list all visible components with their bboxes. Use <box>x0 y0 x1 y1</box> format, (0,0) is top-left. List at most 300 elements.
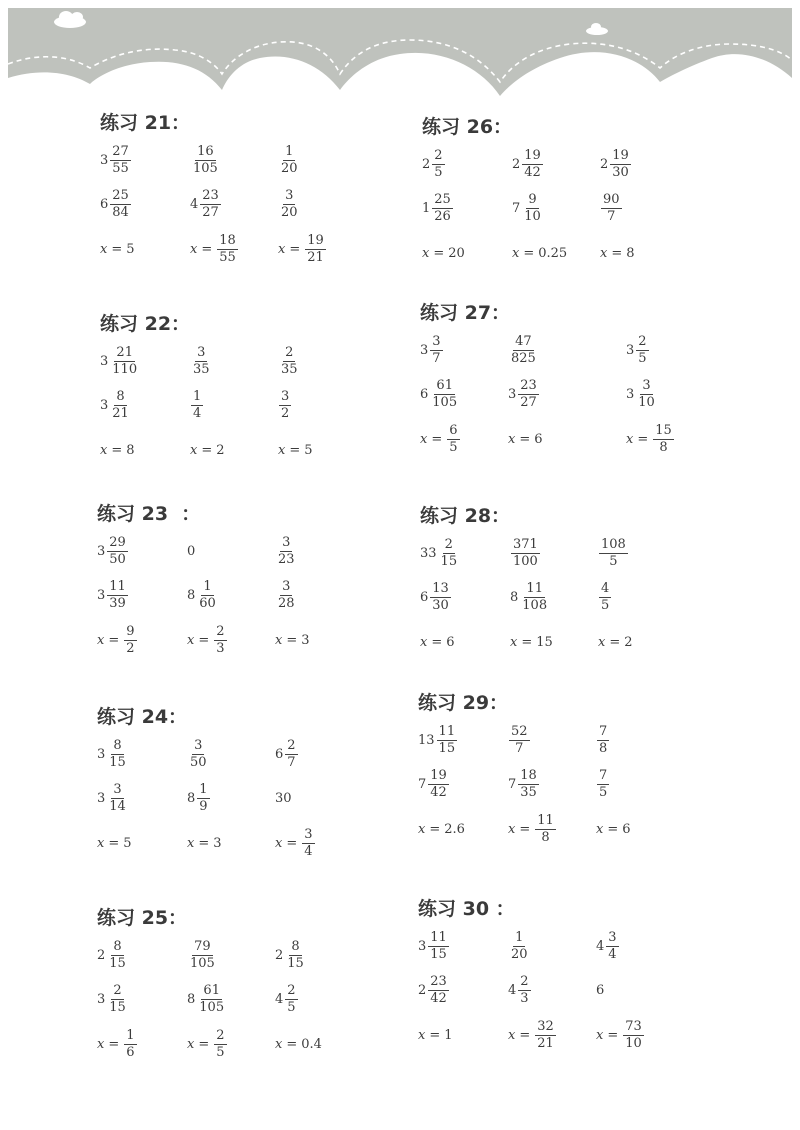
fraction <box>511 538 540 568</box>
denominator: 5 <box>216 1044 225 1060</box>
whole-number: 3 <box>97 587 106 603</box>
answer-cell <box>508 762 539 806</box>
answer-value: 3 <box>301 632 310 648</box>
answer-cell <box>420 416 460 462</box>
denominator: 28 <box>278 595 295 611</box>
solution-row <box>100 226 440 272</box>
numerator: 23 <box>430 973 447 989</box>
equals-sign: = <box>519 1027 531 1043</box>
numerator: 3 <box>281 388 290 404</box>
numerator: 9 <box>126 623 135 639</box>
answer-cell <box>100 138 131 182</box>
fraction <box>110 189 131 219</box>
answer-row <box>422 142 762 186</box>
answer-row <box>97 977 437 1021</box>
equals-sign: = <box>286 835 298 851</box>
fraction <box>437 725 458 755</box>
fraction <box>623 1020 644 1050</box>
exercise-title: 练习 28： <box>420 505 511 527</box>
answer-cell <box>508 806 556 852</box>
variable-x: x <box>100 442 108 458</box>
answer-cell <box>100 226 135 272</box>
answer-cell <box>97 977 128 1021</box>
denominator: 8 <box>599 740 608 756</box>
denominator: 7 <box>287 754 296 770</box>
denominator: 21 <box>537 1035 554 1051</box>
answer-cell <box>626 372 657 416</box>
answer-value: 15 <box>536 634 553 650</box>
fraction <box>518 379 539 409</box>
variable-x: x <box>97 632 105 648</box>
answer-cell <box>422 186 453 230</box>
answer-cell <box>512 142 543 186</box>
equals-sign: = <box>198 1036 210 1052</box>
equals-sign: = <box>609 634 621 650</box>
answer-value: 0.25 <box>538 245 568 261</box>
answer-cell <box>190 182 221 226</box>
numerator: 3 <box>282 534 291 550</box>
answer-row <box>97 529 437 573</box>
variable-x: x <box>420 634 428 650</box>
fraction <box>285 984 297 1014</box>
answer-cell <box>97 933 128 977</box>
answer-value: 5 <box>126 241 135 257</box>
answer-cell <box>418 1012 453 1058</box>
fraction <box>191 390 203 420</box>
variable-x: x <box>598 634 606 650</box>
fraction <box>276 536 297 566</box>
denominator: 42 <box>524 164 541 180</box>
equals-sign: = <box>611 245 623 261</box>
answer-cell <box>187 732 209 776</box>
answer-cell <box>190 226 238 272</box>
answer-cell <box>598 619 633 665</box>
numerator: 2 <box>520 973 529 989</box>
answer-cell <box>600 230 635 276</box>
numerator: 108 <box>601 536 626 552</box>
denominator: 15 <box>109 754 126 770</box>
numerator: 29 <box>109 534 126 550</box>
numerator: 90 <box>603 191 620 207</box>
fraction <box>432 149 444 179</box>
denominator: 30 <box>612 164 629 180</box>
answer-cell <box>275 820 315 866</box>
exercise-title: 练习 26： <box>422 116 513 138</box>
fraction <box>430 335 442 365</box>
denominator: 100 <box>513 553 538 569</box>
whole-number: 6 <box>420 589 429 605</box>
answer-cell <box>275 1021 322 1067</box>
denominator: 105 <box>432 394 458 410</box>
answer-value: 0.4 <box>301 1036 322 1052</box>
fraction <box>214 625 226 655</box>
denominator: 5 <box>601 597 610 613</box>
equals-sign: = <box>521 634 533 650</box>
denominator: 825 <box>511 350 536 366</box>
numerator: 25 <box>112 187 129 203</box>
fraction <box>597 725 609 755</box>
variable-x: x <box>97 1036 105 1052</box>
answer-cell <box>187 776 210 820</box>
whole-number: 2 <box>600 156 609 172</box>
denominator: 6 <box>126 1044 135 1060</box>
denominator: 60 <box>199 595 216 611</box>
whole-number: 13 <box>418 732 435 748</box>
whole-number: 8 <box>510 589 519 605</box>
answer-cell <box>97 732 128 776</box>
numerator: 8 <box>116 388 125 404</box>
whole-number: 3 <box>420 342 429 358</box>
answer-cell <box>278 226 326 272</box>
numerator: 11 <box>430 929 447 945</box>
exercise-title: 练习 29： <box>418 692 509 714</box>
denominator: 55 <box>219 249 236 265</box>
numerator: 7 <box>599 723 608 739</box>
fraction <box>285 739 297 769</box>
numerator: 19 <box>430 767 447 783</box>
numerator: 47 <box>515 333 532 349</box>
variable-x: x <box>275 1036 283 1052</box>
variable-x: x <box>420 431 428 447</box>
denominator: 105 <box>190 955 215 971</box>
denominator: 5 <box>449 439 458 455</box>
fraction <box>279 390 291 420</box>
denominator: 30 <box>432 597 449 613</box>
answer-cell <box>100 383 131 427</box>
fraction <box>191 346 212 376</box>
whole-number: 7 <box>508 776 517 792</box>
answer-cell <box>190 427 225 473</box>
equals-sign: = <box>111 241 123 257</box>
numerator: 8 <box>113 938 122 954</box>
fraction <box>610 149 631 179</box>
variable-x: x <box>187 632 195 648</box>
whole-number: 6 <box>100 196 109 212</box>
exercise-title: 练习 25： <box>97 907 188 929</box>
fraction <box>197 984 226 1014</box>
denominator: 50 <box>109 551 126 567</box>
answer-value: 6 <box>534 431 543 447</box>
equals-sign: = <box>286 632 298 648</box>
denominator: 15 <box>440 553 458 569</box>
denominator: 27 <box>202 204 219 220</box>
numerator: 11 <box>109 578 126 594</box>
answer-row <box>100 138 440 182</box>
numerator: 16 <box>197 143 214 159</box>
fraction <box>509 725 530 755</box>
answer-cell <box>187 617 227 663</box>
answer-cell <box>97 529 128 573</box>
answer-row <box>420 575 760 619</box>
solution-row <box>422 230 762 276</box>
whole-number: 2 <box>422 156 431 172</box>
fraction <box>520 582 549 612</box>
denominator: 42 <box>430 784 447 800</box>
numerator: 371 <box>513 536 538 552</box>
denominator: 23 <box>278 551 295 567</box>
variable-x: x <box>97 835 105 851</box>
fraction <box>302 828 314 858</box>
denominator: 15 <box>287 955 304 971</box>
variable-x: x <box>418 1027 426 1043</box>
answer-row <box>420 372 760 416</box>
exercise-section <box>418 894 758 1058</box>
solution-row <box>418 1012 758 1058</box>
numerator: 4 <box>601 580 610 596</box>
denominator: 21 <box>307 249 324 265</box>
fraction <box>518 769 539 799</box>
fraction <box>430 582 451 612</box>
answer-cell <box>508 416 543 462</box>
numerator: 15 <box>655 422 672 438</box>
answer-value: 8 <box>126 442 135 458</box>
equals-sign: = <box>433 245 445 261</box>
whole-number: 8 <box>187 790 196 806</box>
answer-cell <box>100 182 131 226</box>
numerator: 6 <box>449 422 458 438</box>
fraction <box>428 769 449 799</box>
exercise-section <box>100 108 440 272</box>
denominator: 4 <box>193 405 202 421</box>
variable-x: x <box>190 241 198 257</box>
variable-x: x <box>600 245 608 261</box>
variable-x: x <box>626 431 634 447</box>
equals-sign: = <box>198 835 210 851</box>
numerator: 3 <box>113 781 122 797</box>
equals-sign: = <box>289 442 301 458</box>
variable-x: x <box>278 442 286 458</box>
denominator: 27 <box>520 394 537 410</box>
answer-cell <box>100 427 135 473</box>
numerator: 1 <box>193 388 202 404</box>
equals-sign: = <box>286 1036 298 1052</box>
fraction <box>636 335 648 365</box>
answer-cell <box>596 762 609 806</box>
equals-sign: = <box>108 632 120 648</box>
answer-row <box>422 186 762 230</box>
exercise-section <box>97 702 437 866</box>
answer-row <box>420 328 760 372</box>
denominator: 5 <box>609 553 618 569</box>
answer-cell <box>97 573 128 617</box>
variable-x: x <box>508 821 516 837</box>
variable-x: x <box>187 835 195 851</box>
exercise-title: 练习 30 ： <box>418 898 515 920</box>
denominator: 7 <box>515 740 524 756</box>
answer-cell <box>275 776 292 820</box>
numerator: 61 <box>436 377 453 393</box>
solution-row <box>97 1021 437 1067</box>
denominator: 20 <box>511 946 528 962</box>
fraction <box>279 189 300 219</box>
variable-x: x <box>190 442 198 458</box>
answer-cell <box>596 1012 644 1058</box>
answer-cell <box>190 383 203 427</box>
numerator: 25 <box>434 191 451 207</box>
answer-cell <box>187 573 218 617</box>
equals-sign: = <box>637 431 649 447</box>
fraction <box>439 538 460 568</box>
numerator: 2 <box>638 333 647 349</box>
equals-sign: = <box>108 1036 120 1052</box>
variable-x: x <box>508 1027 516 1043</box>
denominator: 35 <box>281 361 298 377</box>
denominator: 42 <box>430 990 447 1006</box>
numerator: 3 <box>282 578 291 594</box>
whole-number: 3 <box>97 790 106 806</box>
answer-value: 30 <box>275 790 292 806</box>
answer-cell <box>418 718 457 762</box>
fraction <box>276 580 297 610</box>
answer-row <box>418 762 758 806</box>
fraction <box>522 149 543 179</box>
equals-sign: = <box>111 442 123 458</box>
fraction <box>636 379 657 409</box>
answer-row <box>100 182 440 226</box>
whole-number: 2 <box>275 947 284 963</box>
numerator: 3 <box>194 737 203 753</box>
variable-x: x <box>275 835 283 851</box>
equals-sign: = <box>108 835 120 851</box>
equals-sign: = <box>429 821 441 837</box>
numerator: 2 <box>287 982 296 998</box>
denominator: 3 <box>520 990 529 1006</box>
fraction <box>428 931 449 961</box>
solution-row <box>100 427 443 473</box>
whole-number: 2 <box>418 982 427 998</box>
fraction <box>430 379 459 409</box>
solution-row <box>418 806 758 852</box>
whole-number: 3 <box>626 342 635 358</box>
answer-cell <box>420 575 451 619</box>
fraction <box>107 984 128 1014</box>
equals-sign: = <box>519 821 531 837</box>
exercise-section <box>100 309 443 473</box>
numerator: 1 <box>515 929 524 945</box>
variable-x: x <box>278 241 286 257</box>
whole-number: 3 <box>626 386 635 402</box>
whole-number: 3 <box>97 991 106 1007</box>
answer-cell <box>275 732 298 776</box>
fraction <box>124 625 136 655</box>
answer-cell <box>278 427 313 473</box>
answer-cell <box>278 339 300 383</box>
fraction <box>110 145 131 175</box>
answer-value: 5 <box>123 835 132 851</box>
fraction <box>110 346 139 376</box>
fraction <box>217 234 238 264</box>
variable-x: x <box>422 245 430 261</box>
answer-cell <box>598 575 611 619</box>
fraction <box>285 940 306 970</box>
fraction <box>191 145 220 175</box>
answer-row <box>97 776 437 820</box>
solution-row <box>420 416 760 462</box>
whole-number: 8 <box>187 991 196 1007</box>
fraction <box>518 975 530 1005</box>
equals-sign: = <box>519 431 531 447</box>
fraction <box>599 582 611 612</box>
denominator: 2 <box>126 640 135 656</box>
numerator: 2 <box>113 982 122 998</box>
denominator: 4 <box>608 946 617 962</box>
numerator: 3 <box>642 377 651 393</box>
denominator: 3 <box>216 640 225 656</box>
denominator: 35 <box>193 361 210 377</box>
whole-number: 3 <box>418 938 427 954</box>
variable-x: x <box>512 245 520 261</box>
numerator: 1 <box>126 1027 135 1043</box>
whole-number: 7 <box>418 776 427 792</box>
denominator: 20 <box>281 204 298 220</box>
whole-number: 3 <box>100 397 109 413</box>
numerator: 19 <box>524 147 541 163</box>
equals-sign: = <box>198 632 210 648</box>
fraction <box>279 145 300 175</box>
whole-number: 4 <box>275 991 284 1007</box>
variable-x: x <box>596 821 604 837</box>
whole-number: 6 <box>420 386 429 402</box>
denominator: 84 <box>112 204 129 220</box>
exercise-title: 练习 24： <box>97 706 188 728</box>
equals-sign: = <box>431 431 443 447</box>
denominator: 50 <box>190 754 207 770</box>
numerator: 61 <box>203 982 220 998</box>
denominator: 15 <box>430 946 447 962</box>
answer-cell <box>512 186 543 230</box>
denominator: 5 <box>638 350 647 366</box>
answer-value: 6 <box>622 821 631 837</box>
answer-cell <box>508 328 538 372</box>
whole-number: 3 <box>508 386 517 402</box>
answer-value: 0 <box>187 543 196 559</box>
answer-cell <box>420 372 459 416</box>
answer-cell <box>187 977 226 1021</box>
answer-cell <box>187 1021 227 1067</box>
answer-row <box>97 573 437 617</box>
denominator: 9 <box>199 798 208 814</box>
answer-cell <box>422 230 465 276</box>
answer-cell <box>420 328 443 372</box>
numerator: 9 <box>528 191 537 207</box>
equals-sign: = <box>429 1027 441 1043</box>
fraction <box>606 931 618 961</box>
fraction <box>107 739 128 769</box>
banner-background <box>8 8 792 96</box>
answer-value: 6 <box>446 634 455 650</box>
fraction <box>535 814 556 844</box>
numerator: 1 <box>199 781 208 797</box>
answer-cell <box>418 968 449 1012</box>
answer-cell <box>190 339 212 383</box>
numerator: 11 <box>537 812 554 828</box>
whole-number: 3 <box>100 353 109 369</box>
numerator: 19 <box>612 147 629 163</box>
answer-row <box>100 339 440 383</box>
fraction <box>107 940 128 970</box>
exercise-section <box>97 903 437 1067</box>
whole-number: 4 <box>190 196 199 212</box>
whole-number: 2 <box>97 947 106 963</box>
numerator: 13 <box>432 580 449 596</box>
answer-cell <box>278 182 300 226</box>
fraction <box>279 346 300 376</box>
numerator: 1 <box>285 143 294 159</box>
denominator: 21 <box>112 405 129 421</box>
numerator: 18 <box>520 767 537 783</box>
answer-cell <box>510 619 553 665</box>
fraction <box>535 1020 556 1050</box>
